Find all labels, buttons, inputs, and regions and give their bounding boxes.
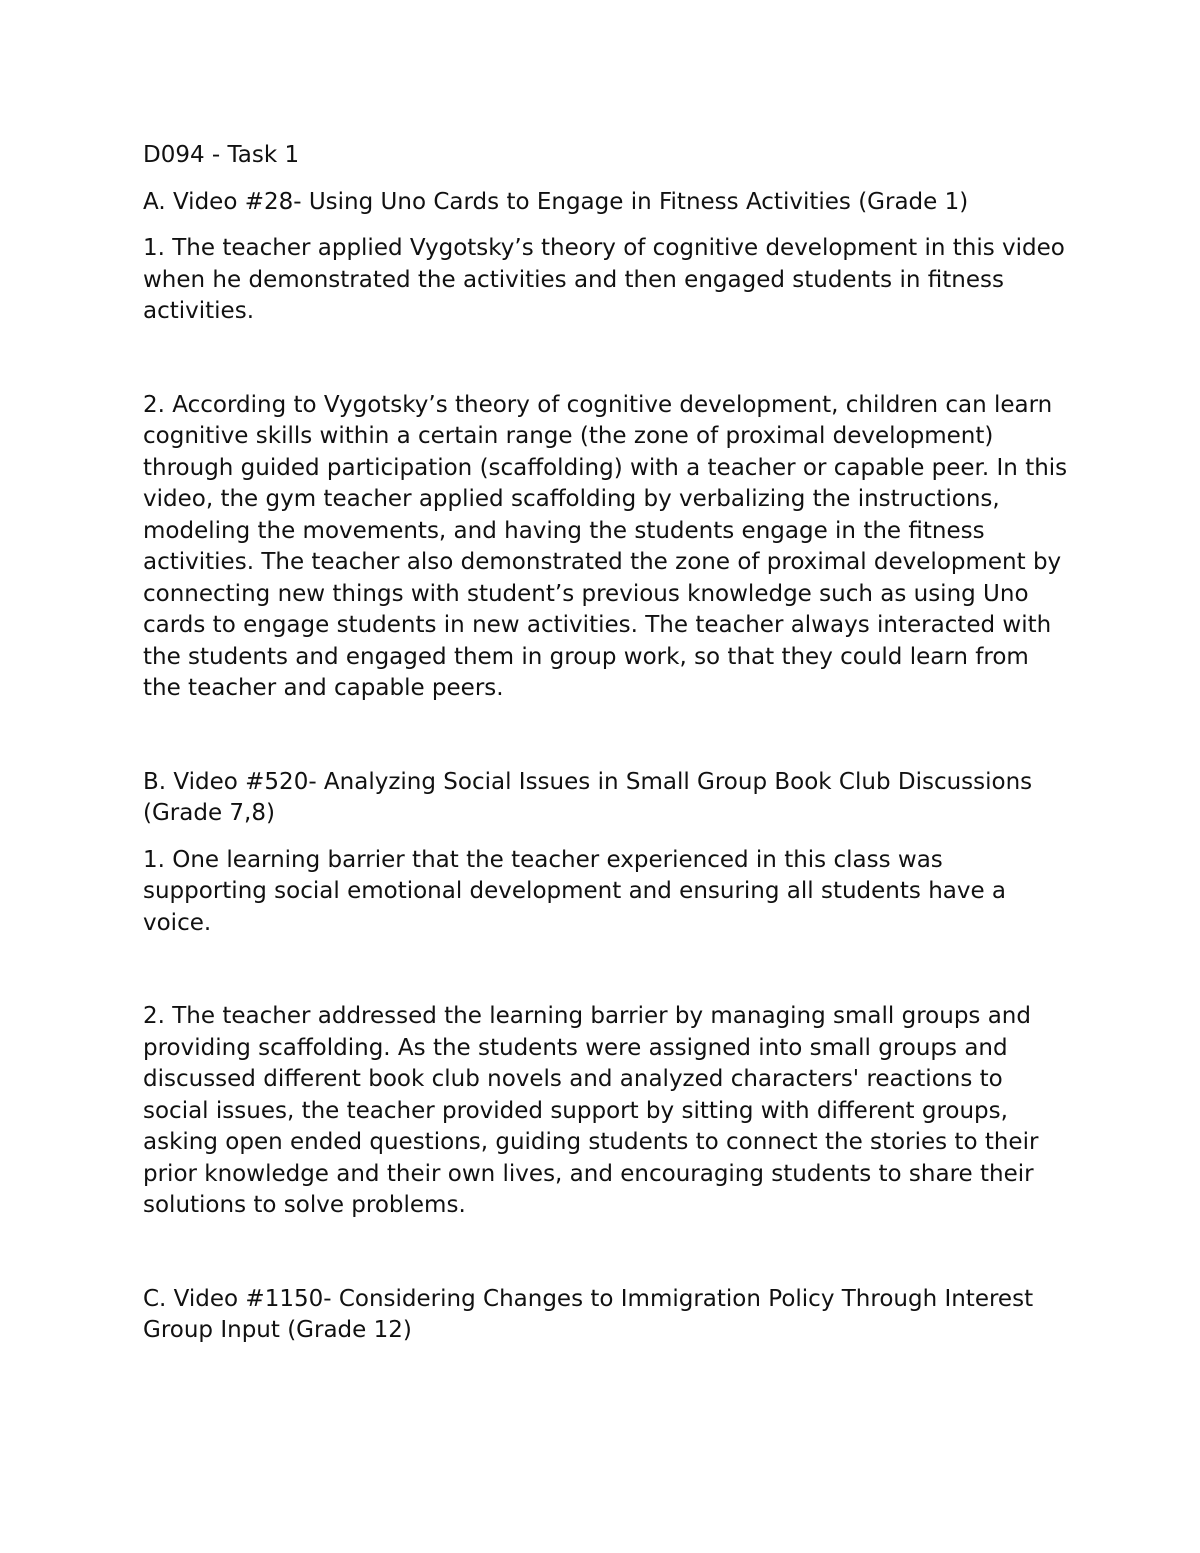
document-title: D094 - Task 1 [143,142,300,168]
section-a-item-2: 2. According to Vygotsky’s theory of cognitive development, children can learn cognitive skills within a certain range (the zone of proximal development) through guided participation (scaffolding) with a teacher or capable peer. In this video, the gym teacher applied scaffolding by verbalizing the instructions, modeling the movements, and having the students engage in the fitness activities. The teacher also demonstrated the zone of proximal development by connecting new things with student’s previous knowledge such as using Uno cards to engage students in new activities. The teacher always interacted with the students and engaged them in group work, so that they could learn from the teacher and capable peers. [143,391,1068,701]
document-body [143,140,1073,1362]
section-a-heading: A. Video #28- Using Uno Cards to Engage in Fitness Activities (Grade 1) [143,188,969,215]
section-c-heading: C. Video #1150- Considering Changes to Immigration Policy Through Interest Group Input (Grade 12) [143,1285,1034,1343]
section-b-item-2: 2. The teacher addressed the learning barrier by managing small groups and providing scaffolding. As the students were assigned into small groups and discussed different book club novels and analyzed characters' reactions to social issues, the teacher provided support by sitting with different groups, asking open ended questions, guiding students to connect the stories to their prior knowledge and their own lives, and encouraging students to share their solutions to solve problems. [143,1003,1039,1218]
section-b-item-1: 1. One learning barrier that the teacher experienced in this class was supporting social emotional development and ensuring all students have a voice. [143,846,1007,936]
section-b-heading: B. Video #520- Analyzing Social Issues in Small Group Book Club Discussions (Grade 7,8) [143,768,1033,826]
section-a-item-1: 1. The teacher applied Vygotsky’s theory of cognitive development in this video when he demonstrated the activities and then engaged students in fitness activities. [143,235,1065,324]
